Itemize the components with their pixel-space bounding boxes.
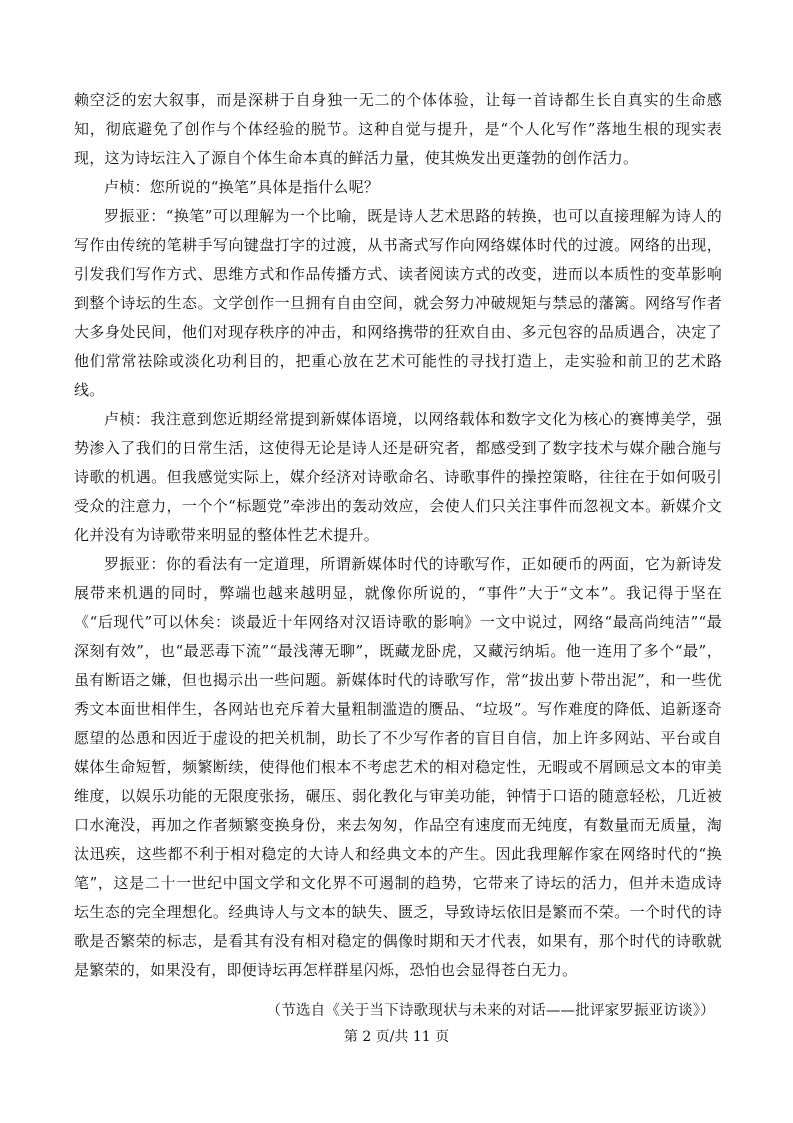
paragraph-5: 罗振亚：你的看法有一定道理，所谓新媒体时代的诗歌写作，正如硬币的两面，它为新诗发展带来机遇的同时，弊端也越来越明显，就像你所说的，“事件”大于“文本”。我记得于坚在《“后现代”可以休矣：谈最近十年网络对汉语诗歌的影响》一文中说过，网络“最高尚纯洁”“最深刻有效”，也“最恶毒下流”“最浅薄无聊”，既藏龙卧虎，又藏污纳垢。他一连用了多个“最”，虽有断语之嫌，但也揭示出一些问题。新媒体时代的诗歌写作，常“拔出萝卜带出泥”，和一些优秀文本面世相伴生，各网站也充斥着大量粗制滥造的赝品、“垃圾”。写作难度的降低、追新逐奇愿望的怂恿和因近于虚设的把关机制，助长了不少写作者的盲目自信，加上许多网站、平台或自媒体生命短暂，频繁断续，使得他们根本不考虑艺术的相对稳定性，无暇或不屑顾忌文本的审美维度，以娱乐功能的无限度张扬，碾压、弱化教化与审美功能，钟情于口语的随意轻松，几近被口水淹没，再加之作者频繁变换身份，来去匆匆，作品空有速度而无纯度，有数量而无质量，淘汰迅疾，这些都不利于相对稳定的大诗人和经典文本的产生。因此我理解作家在网络时代的“换笔”，这是二十一世纪中国文学和文化界不可遏制的趋势，它带来了诗坛的活力，但并未造成诗坛生态的完全理想化。经典诗人与文本的缺失、匮乏，导致诗坛依旧是繁而不荣。一个时代的诗歌是否繁荣的标志，是看其有没有相对稳定的偶像时期和天才代表，如果有，那个时代的诗歌就是繁荣的，如果没有，即便诗坛再怎样群星闪烁，恐怕也会显得苍白无力。 (74, 555, 722, 979)
page-number-footer: 第 2 页/共 11 页 (343, 1029, 450, 1045)
paragraph-2: 卢桢：您所说的“换笔”具体是指什么呢？ (104, 178, 380, 196)
article-body (74, 86, 722, 985)
paragraph-3: 罗振亚：“换笔”可以理解为一个比喻，既是诗人艺术思路的转换，也可以直接理解为诗人的写作由传统的笔耕手写向键盘打字的过渡，从书斋式写作向网络媒体时代的过渡。网络的出现，引发我们写作方式、思维方式和作品传播方式、读者阅读方式的改变，进而以本质性的变革影响到整个诗坛的生态。文学创作一旦拥有自由空间，就会努力冲破规矩与禁忌的藩篱。网络写作者大多身处民间，他们对现存秩序的冲击，和网络携带的狂欢自由、多元包容的品质遇合，决定了他们常常祛除或淡化功利目的，把重心放在艺术可能性的寻找打造上，走实验和前卫的艺术路线。 (74, 207, 722, 399)
paragraph-1: 赖空泛的宏大叙事，而是深耕于自身独一无二的个体体验，让每一首诗都生长自真实的生命感知，彻底避免了创作与个体经验的脱节。这种自觉与提升，是“个人化写作”落地生根的现实表现，这为诗坛注入了源自个体生命本真的鲜活力量，使其焕发出更蓬勃的创作活力。 (74, 91, 722, 167)
source-citation: （节选自《关于当下诗歌现状与未来的对话——批评家罗振亚访谈》） (266, 1003, 715, 1019)
paragraph-4: 卢桢：我注意到您近期经常提到新媒体语境，以网络载体和数字文化为核心的赛博美学，强势渗入了我们的日常生活，这使得无论是诗人还是研究者，都感受到了数字技术与媒介融合施与诗歌的机遇。但我感觉实际上，媒介经济对诗歌命名、诗歌事件的操控策略，往往在于如何吸引受众的注意力，一个个“标题党”牵涉出的轰动效应，会使人们只关注事件而忽视文本。新媒介文化并没有为诗歌带来明显的整体性艺术提升。 (74, 410, 722, 544)
